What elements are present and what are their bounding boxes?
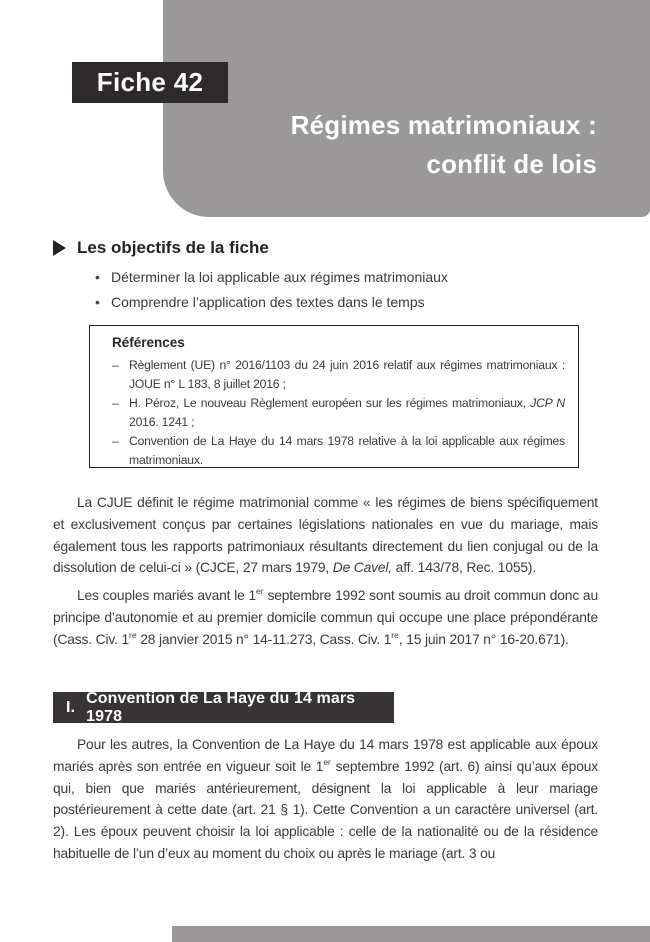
objectives-heading-label: Les objectifs de la fiche — [77, 238, 269, 257]
footer-band — [172, 926, 650, 942]
reference-item: – Règlement (UE) n° 2016/1103 du 24 juin 2016 relatif aux régimes matrimoniaux : JOUE n° L 183, 8 juillet 2016 ; — [112, 356, 565, 394]
section-1-title: Convention de La Haye du 14 mars 1978 — [86, 689, 356, 725]
objective-item — [95, 269, 598, 286]
objectives-heading — [53, 238, 598, 258]
body-paragraph-2: Les couples mariés avant le 1er septembre 1992 sont soumis au droit commun donc au principe d’autonomie et au premier domicile commun qui occupe une place prépondérante (Cass. Civ. 1re 28 janvier 2015 n° 14-11.273, Cass. Civ. 1re, 15 juin 2017 n° 16-20.671). — [53, 586, 598, 647]
body-paragraph-1: La CJUE définit le régime matrimonial comme « les régimes de biens spécifiquement et exclusivement conçus par certaines législations nationales en vue du mariage, mais également tous les rapports patrimoniaux résultants directement du lien conjugal ou de la dissolution de celui-ci » (CJCE, 27 mars 1979, De Cavel, aff. 143/78, Rec. 1055). — [53, 495, 598, 576]
triangle-bullet-icon — [53, 240, 66, 256]
objective-item-text: Déterminer la loi applicable aux régimes matrimoniaux — [111, 269, 448, 285]
fiche-number-badge — [72, 62, 228, 103]
references-heading: Références — [112, 335, 185, 350]
objective-item-text: Comprendre l’application des textes dans le temps — [111, 294, 425, 310]
header-banner — [163, 0, 650, 217]
fiche-number-label: Fiche 42 — [96, 67, 204, 97]
references-box — [89, 325, 579, 468]
objective-item — [95, 294, 598, 311]
page-title — [291, 106, 597, 184]
section-1-heading — [53, 689, 394, 725]
reference-item: – H. Péroz, Le nouveau Règlement européen sur les régimes matrimoniaux, JCP N 2016. 1241 ; — [112, 394, 565, 432]
section-1-number: I. — [66, 698, 76, 716]
objectives-list — [53, 269, 598, 311]
body-paragraph-3: Pour les autres, la Convention de La Haye du 14 mars 1978 est applicable aux époux mariés après son entrée en vigueur soit le 1er septembre 1992 (art. 6) ainsi qu’aux époux qui, bien que mariés antérieurement, désignent la loi applicable à leur mariage postérieurement à cette date (art. 21 § 1). Cette Convention a un caractère universel (art. 2). Les époux peuvent choisir la loi applicable : celle de la nationalité ou de la résidence habituelle de l’un d’eux au moment du choix ou après le mariage (art. 3 ou — [53, 737, 598, 861]
reference-item: – Convention de La Haye du 14 mars 1978 relative à la loi applicable aux régimes matrimoniaux. — [112, 432, 565, 470]
objectives-section — [53, 238, 598, 319]
page-title-line1: Régimes matrimoniaux : — [290, 110, 597, 140]
page-title-line2: conflit de lois — [426, 149, 597, 179]
